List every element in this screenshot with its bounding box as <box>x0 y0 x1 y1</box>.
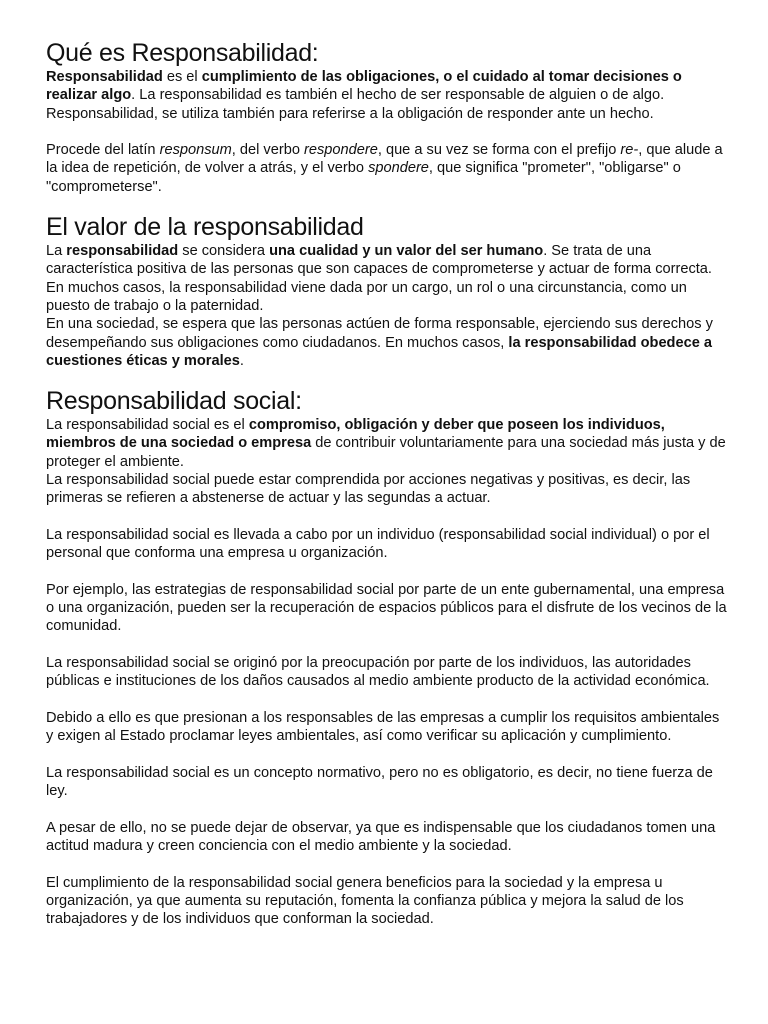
italic-text: respondere <box>304 142 378 159</box>
paragraph <box>46 819 728 856</box>
section-heading: Qué es Responsabilidad: <box>46 39 319 67</box>
text-run: , del verbo <box>231 142 304 159</box>
text-run: Debido a ello es que presionan a los responsables de las empresas a cumplir los requisitos ambientales y exigen al Estado proclamar leyes ambientales, así como verificar su aplicación y cumplimiento. <box>46 709 720 745</box>
paragraph <box>46 874 728 929</box>
text-run: La responsabilidad social es el <box>46 417 249 434</box>
italic-text: responsum <box>159 142 232 159</box>
paragraph <box>46 416 728 471</box>
text-run: se considera <box>178 243 270 260</box>
text-run: , que alude a la idea de repetición, de volver a atrás, y el verbo <box>46 142 723 177</box>
italic-text: spondere <box>368 160 429 177</box>
paragraph <box>46 581 728 636</box>
text-run: A pesar de ello, no se puede dejar de observar, ya que es indispensable que los ciudadanos tomen una actitud madura y creen conciencia con el medio ambiente y la sociedad. <box>46 819 716 854</box>
bold-text: responsabilidad <box>66 243 179 260</box>
italic-text: re- <box>620 142 639 159</box>
bold-text: la responsabilidad obedece a cuestiones éticas y morales <box>46 334 712 369</box>
text-run: La <box>46 243 67 260</box>
paragraph <box>46 764 728 801</box>
text-run: La responsabilidad social es llevada a cabo por un individuo (responsabilidad social individual) o por el personal que conforma una empresa u organización. <box>46 526 710 562</box>
text-run: La responsabilidad social se originó por la preocupación por parte de los individuos, las autoridades públicas e instituciones de los daños causados al medio ambiente producto de la actividad económica. <box>46 655 710 690</box>
text-run: , que a su vez se forma con el prefijo <box>377 142 621 159</box>
document-content <box>46 38 728 928</box>
paragraph <box>46 526 728 563</box>
bold-text: una cualidad y un valor del ser humano <box>269 243 544 260</box>
bold-text: cumplimiento de las obligaciones, o el cuidado al tomar decisiones o realizar algo <box>46 69 682 104</box>
bold-text: compromiso, obligación y deber que poseen los individuos, miembros de una sociedad o empresa <box>46 417 665 452</box>
text-run: Procede del latín <box>46 142 160 159</box>
text-run: Por ejemplo, las estrategias de responsabilidad social por parte de un ente gubernamental, una empresa o una organización, pueden ser la recuperación de espacios públicos para el disfrute de los vecinos de la comunidad. <box>46 581 727 635</box>
text-run: La responsabilidad social puede estar comprendida por acciones negativas y positivas, es decir, las primeras se refieren a abstenerse de actuar y las segundas a actuar. <box>46 472 691 507</box>
paragraph <box>46 471 728 508</box>
section-heading: Responsabilidad social: <box>46 387 302 416</box>
text-run: de contribuir voluntariamente para una sociedad más justa y de proteger el ambiente. <box>46 435 726 470</box>
text-run: En una sociedad, se espera que las personas actúen de forma responsable, ejerciendo sus derechos y desempeñando sus obligaciones como ciudadanos. En muchos casos, <box>46 316 713 351</box>
text-run: . Se trata de una característica positiva de las personas que son capaces de comprometerse y actuar de forma correcta. En muchos casos, la responsabilidad viene dada por un cargo, un rol o una circunstancia, como un puesto de trabajo o la paternidad. <box>46 243 712 314</box>
paragraph <box>46 141 728 196</box>
paragraph <box>46 709 728 746</box>
paragraph <box>46 242 728 315</box>
text-run: es el <box>162 69 202 85</box>
paragraph <box>46 654 728 691</box>
paragraph <box>46 68 728 123</box>
section-heading: El valor de la responsabilidad <box>46 213 364 242</box>
text-run: , que significa "prometer", "obligarse" o "comprometerse". <box>46 160 681 195</box>
text-run: El cumplimiento de la responsabilidad social genera beneficios para la sociedad y la empresa u organización, ya que aumenta su reputación, fomenta la confianza pública y mejora la salud de los trabajadores y de los individuos que conforman la sociedad. <box>46 874 684 928</box>
text-run: . La responsabilidad es también el hecho de ser responsable de alguien o de algo. Responsabilidad, se utiliza también para referirse a la obligación de responder ante un hecho. <box>46 87 665 122</box>
bold-text: Responsabilidad <box>46 69 163 85</box>
text-run: La responsabilidad social es un concepto normativo, pero no es obligatorio, es decir, no tiene fuerza de ley. <box>46 764 713 800</box>
text-run: . <box>239 352 244 369</box>
paragraph <box>46 315 728 370</box>
